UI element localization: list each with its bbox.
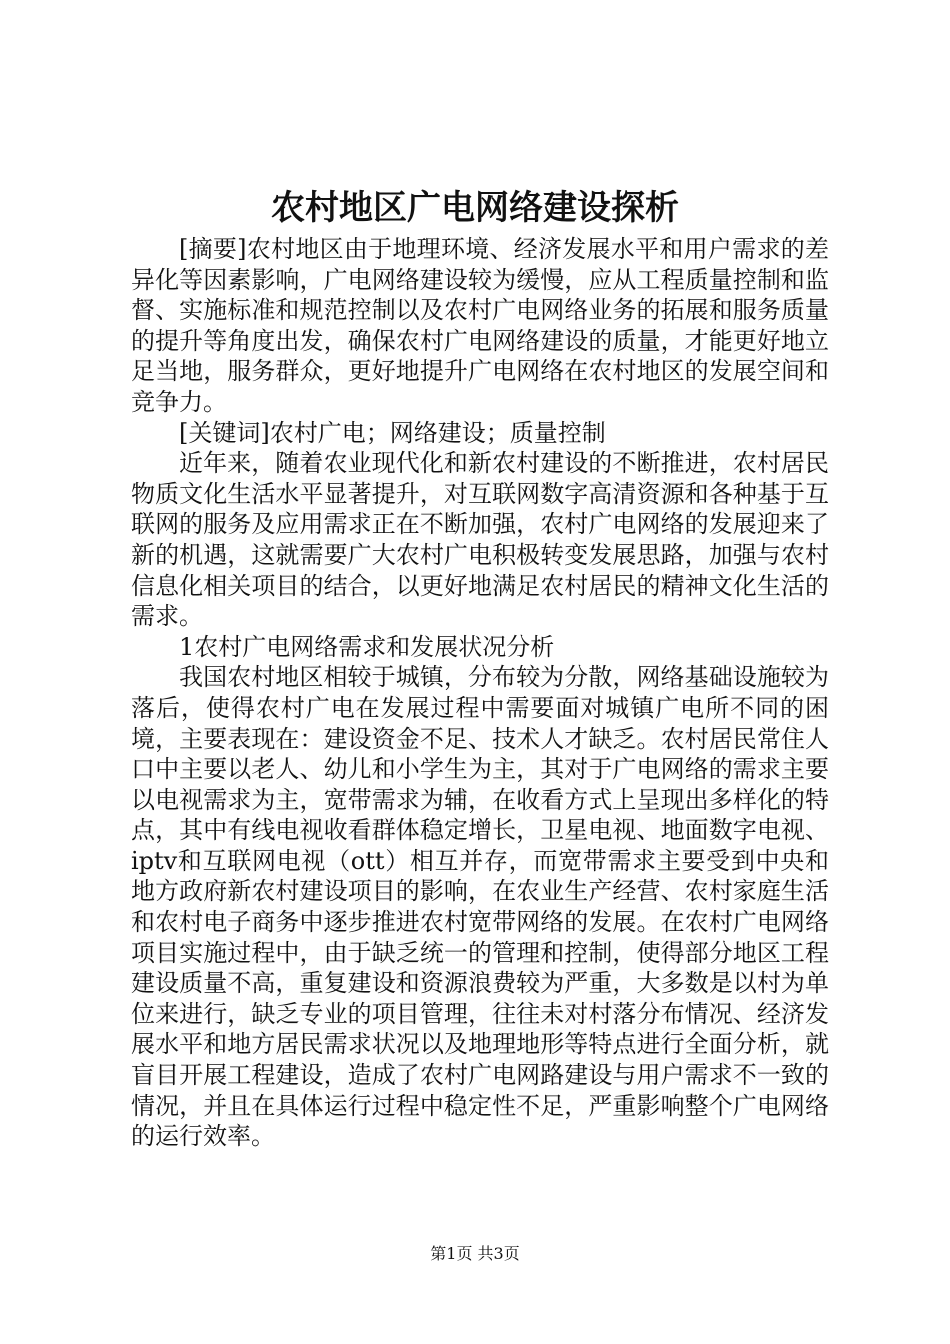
keywords-paragraph: [关键词]农村广电；网络建设；质量控制	[179, 418, 606, 447]
page-number: 第1页 共3页	[430, 1244, 520, 1263]
document-body	[131, 234, 829, 1152]
abstract-paragraph: [摘要]农村地区由于地理环境、经济发展水平和用户需求的差异化等因素影响，广电网络建设较为缓慢，应从工程质量控制和监督、实施标准和规范控制以及农村广电网络业务的拓展和服务质量的提升等角度出发，确保农村广电网络建设的质量，才能更好地立足当地，服务群众，更好地提升广电网络在农村地区的发展空间和竞争力。	[131, 235, 829, 416]
intro-paragraph: 近年来，随着农业现代化和新农村建设的不断推进，农村居民物质文化生活水平显著提升，对互联网数字高清资源和各种基于互联网的服务及应用需求正在不断加强，农村广电网络的发展迎来了新的机遇，这就需要广大农村广电积极转变发展思路，加强与农村信息化相关项目的结合，以更好地满足农村居民的精神文化生活的需求。	[131, 449, 829, 631]
section-heading: 1农村广电网络需求和发展状况分析	[179, 632, 555, 661]
document-title: 农村地区广电网络建设探析	[271, 188, 679, 228]
section-paragraph: 我国农村地区相较于城镇，分布较为分散，网络基础设施较为落后，使得农村广电在发展过程中需要面对城镇广电所不同的困境，主要表现在：建设资金不足、技术人才缺乏。农村居民常住人口中主要以老人、幼儿和小学生为主，其对于广电网络的需求主要以电视需求为主，宽带需求为辅，在收看方式上呈现出多样化的特点，其中有线电视收看群体稳定增长，卫星电视、地面数字电视、iptv和互联网电视（ott）相互并存，而宽带需求主要受到中央和地方政府新农村建设项目的影响，在农业生产经营、农村家庭生活和农村电子商务中逐步推进农村宽带网络的发展。在农村广电网络项目实施过程中，由于缺乏统一的管理和控制，使得部分地区工程建设质量不高，重复建设和资源浪费较为严重，大多数是以村为单位来进行，缺乏专业的项目管理，往往未对村落分布情况、经济发展水平和地方居民需求状况以及地理地形等特点进行全面分析，就盲目开展工程建设，造成了农村广电网路建设与用户需求不一致的情况，并且在具体运行过程中稳定性不足，严重影响整个广电网络的运行效率。	[131, 663, 829, 1151]
